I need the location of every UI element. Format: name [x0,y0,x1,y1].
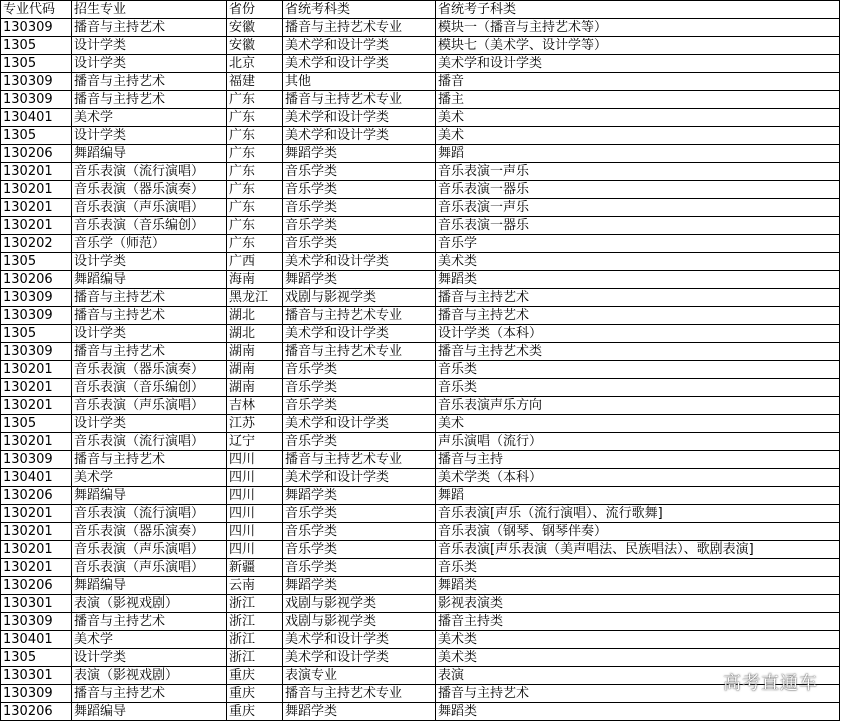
cell-exam-subcategory: 音乐学 [436,235,840,253]
table-row [1,271,840,289]
cell-major-code: 1305 [1,253,72,271]
table-row [1,325,840,343]
cell-major-code: 1305 [1,649,72,667]
cell-major-name: 舞蹈编导 [72,145,227,163]
cell-province: 重庆 [227,667,283,685]
cell-province: 湖南 [227,361,283,379]
cell-major-code: 130206 [1,487,72,505]
cell-exam-subcategory: 舞蹈 [436,487,840,505]
table-row [1,91,840,109]
cell-exam-category: 音乐学类 [283,541,436,559]
cell-province: 广东 [227,127,283,145]
table-row [1,487,840,505]
cell-major-code: 130401 [1,631,72,649]
cell-major-name: 设计学类 [72,55,227,73]
cell-exam-category: 舞蹈学类 [283,145,436,163]
cell-province: 湖南 [227,343,283,361]
cell-exam-subcategory: 美术学和设计学类 [436,55,840,73]
cell-exam-category: 音乐学类 [283,163,436,181]
cell-province: 广东 [227,217,283,235]
cell-exam-category: 舞蹈学类 [283,271,436,289]
cell-exam-subcategory: 音乐表演一声乐 [436,163,840,181]
cell-province: 广东 [227,145,283,163]
table-row [1,199,840,217]
cell-major-code: 130309 [1,685,72,703]
cell-province: 广东 [227,109,283,127]
table-row [1,181,840,199]
cell-major-name: 设计学类 [72,415,227,433]
cell-major-code: 130202 [1,235,72,253]
table-row [1,253,840,271]
cell-major-name: 舞蹈编导 [72,271,227,289]
cell-exam-category: 音乐学类 [283,505,436,523]
cell-exam-category: 音乐学类 [283,181,436,199]
cell-exam-category: 播音与主持艺术专业 [283,307,436,325]
cell-exam-category: 音乐学类 [283,361,436,379]
cell-major-code: 130401 [1,109,72,127]
cell-major-code: 130401 [1,469,72,487]
table-row [1,37,840,55]
cell-province: 广东 [227,181,283,199]
cell-exam-category: 音乐学类 [283,217,436,235]
cell-major-code: 130309 [1,73,72,91]
cell-major-code: 130201 [1,199,72,217]
cell-exam-subcategory: 播音与主持艺术 [436,289,840,307]
table-row [1,559,840,577]
cell-exam-category: 美术学和设计学类 [283,55,436,73]
table-row [1,631,840,649]
cell-major-name: 播音与主持艺术 [72,451,227,469]
cell-exam-subcategory: 播音 [436,73,840,91]
table-row [1,505,840,523]
cell-province: 浙江 [227,613,283,631]
cell-exam-subcategory: 音乐表演一器乐 [436,181,840,199]
table-row [1,649,840,667]
cell-exam-category: 音乐学类 [283,433,436,451]
cell-major-code: 130201 [1,433,72,451]
cell-province: 北京 [227,55,283,73]
cell-exam-category: 美术学和设计学类 [283,325,436,343]
cell-major-name: 播音与主持艺术 [72,91,227,109]
cell-major-name: 音乐表演（声乐演唱） [72,541,227,559]
table-row [1,613,840,631]
cell-exam-subcategory: 音乐表演一器乐 [436,217,840,235]
table-row [1,541,840,559]
cell-province: 浙江 [227,595,283,613]
cell-exam-category: 戏剧与影视学类 [283,613,436,631]
header-province: 省份 [227,1,283,19]
cell-exam-subcategory: 舞蹈 [436,145,840,163]
cell-exam-category: 美术学和设计学类 [283,415,436,433]
cell-major-name: 音乐表演（声乐演唱） [72,397,227,415]
cell-major-code: 130309 [1,343,72,361]
cell-major-code: 130309 [1,307,72,325]
cell-province: 广东 [227,199,283,217]
cell-province: 浙江 [227,631,283,649]
table-row [1,469,840,487]
table-row [1,55,840,73]
cell-province: 辽宁 [227,433,283,451]
table-row [1,523,840,541]
cell-major-name: 播音与主持艺术 [72,685,227,703]
cell-exam-subcategory: 播音与主持艺术 [436,685,840,703]
cell-major-code: 130201 [1,505,72,523]
cell-exam-category: 音乐学类 [283,523,436,541]
table-row [1,451,840,469]
cell-exam-subcategory: 表演 [436,667,840,685]
cell-exam-subcategory: 音乐类 [436,361,840,379]
table-row [1,415,840,433]
cell-exam-category: 表演专业 [283,667,436,685]
cell-major-name: 播音与主持艺术 [72,19,227,37]
cell-province: 广东 [227,235,283,253]
cell-exam-category: 播音与主持艺术专业 [283,685,436,703]
table-row [1,397,840,415]
table-row [1,343,840,361]
cell-exam-category: 舞蹈学类 [283,487,436,505]
cell-major-code: 130201 [1,523,72,541]
table-row [1,289,840,307]
cell-exam-subcategory: 美术类 [436,649,840,667]
cell-province: 新疆 [227,559,283,577]
cell-province: 海南 [227,271,283,289]
cell-exam-subcategory: 美术 [436,415,840,433]
cell-province: 湖北 [227,325,283,343]
header-major-code: 专业代码 [1,1,72,19]
table-row [1,703,840,721]
cell-province: 吉林 [227,397,283,415]
cell-exam-subcategory: 音乐表演（钢琴、钢琴伴奏） [436,523,840,541]
cell-exam-subcategory: 美术 [436,127,840,145]
cell-major-name: 播音与主持艺术 [72,289,227,307]
cell-major-name: 舞蹈编导 [72,703,227,721]
cell-exam-subcategory: 声乐演唱（流行） [436,433,840,451]
table-row [1,145,840,163]
cell-province: 四川 [227,451,283,469]
cell-province: 四川 [227,505,283,523]
cell-major-name: 音乐表演（流行演唱） [72,505,227,523]
cell-province: 四川 [227,487,283,505]
cell-major-code: 130206 [1,703,72,721]
cell-major-code: 1305 [1,55,72,73]
cell-province: 四川 [227,523,283,541]
cell-province: 重庆 [227,703,283,721]
cell-major-code: 1305 [1,415,72,433]
cell-province: 广东 [227,91,283,109]
cell-major-code: 130309 [1,613,72,631]
cell-exam-category: 音乐学类 [283,379,436,397]
cell-major-code: 1305 [1,37,72,55]
table-row [1,307,840,325]
cell-exam-subcategory: 美术 [436,109,840,127]
cell-province: 湖南 [227,379,283,397]
cell-major-code: 130309 [1,91,72,109]
cell-major-code: 130201 [1,397,72,415]
table-row [1,73,840,91]
cell-major-name: 音乐表演（流行演唱） [72,433,227,451]
cell-major-name: 音乐表演（器乐演奏） [72,361,227,379]
cell-major-code: 130309 [1,19,72,37]
cell-major-name: 音乐表演（流行演唱） [72,163,227,181]
cell-major-name: 音乐表演（音乐编创） [72,379,227,397]
cell-province: 广东 [227,163,283,181]
cell-exam-subcategory: 播音与主持艺术 [436,307,840,325]
cell-major-code: 1305 [1,325,72,343]
header-exam-subcategory: 省统考子科类 [436,1,840,19]
cell-province: 四川 [227,541,283,559]
cell-major-code: 130301 [1,667,72,685]
cell-exam-subcategory: 美术类 [436,253,840,271]
cell-major-code: 130301 [1,595,72,613]
cell-major-name: 音乐表演（音乐编创） [72,217,227,235]
cell-major-name: 音乐表演（声乐演唱） [72,199,227,217]
cell-province: 黑龙江 [227,289,283,307]
cell-exam-category: 美术学和设计学类 [283,253,436,271]
cell-exam-category: 美术学和设计学类 [283,37,436,55]
cell-exam-subcategory: 音乐表演[声乐表演（美声唱法、民族唱法）、歌剧表演] [436,541,840,559]
cell-major-name: 播音与主持艺术 [72,73,227,91]
cell-major-code: 130201 [1,361,72,379]
cell-major-name: 音乐表演（器乐演奏） [72,181,227,199]
cell-exam-category: 戏剧与影视学类 [283,289,436,307]
cell-province: 浙江 [227,649,283,667]
cell-exam-subcategory: 舞蹈类 [436,271,840,289]
cell-exam-category: 美术学和设计学类 [283,127,436,145]
cell-exam-category: 音乐学类 [283,559,436,577]
cell-exam-subcategory: 播主 [436,91,840,109]
table-row [1,163,840,181]
cell-exam-subcategory: 舞蹈类 [436,577,840,595]
cell-exam-subcategory: 播音与主持艺术类 [436,343,840,361]
cell-exam-category: 舞蹈学类 [283,703,436,721]
cell-exam-category: 播音与主持艺术专业 [283,91,436,109]
cell-major-code: 130201 [1,541,72,559]
cell-major-code: 130206 [1,271,72,289]
cell-province: 江苏 [227,415,283,433]
cell-major-name: 音乐表演（器乐演奏） [72,523,227,541]
cell-major-code: 130201 [1,217,72,235]
cell-major-name: 音乐表演（声乐演唱） [72,559,227,577]
table-row [1,577,840,595]
cell-exam-category: 其他 [283,73,436,91]
table-row [1,127,840,145]
cell-major-name: 美术学 [72,109,227,127]
cell-province: 重庆 [227,685,283,703]
cell-exam-subcategory: 播音主持类 [436,613,840,631]
cell-exam-category: 音乐学类 [283,199,436,217]
cell-major-name: 设计学类 [72,253,227,271]
cell-major-name: 设计学类 [72,37,227,55]
cell-major-name: 设计学类 [72,649,227,667]
cell-major-code: 1305 [1,127,72,145]
cell-exam-subcategory: 音乐类 [436,559,840,577]
cell-province: 四川 [227,469,283,487]
cell-exam-subcategory: 播音与主持 [436,451,840,469]
cell-major-name: 表演（影视戏剧） [72,595,227,613]
table-row [1,595,840,613]
cell-exam-subcategory: 音乐类 [436,379,840,397]
cell-major-name: 播音与主持艺术 [72,613,227,631]
cell-major-code: 130201 [1,379,72,397]
cell-province: 湖北 [227,307,283,325]
cell-exam-subcategory: 模块七（美术学、设计学等） [436,37,840,55]
cell-exam-category: 美术学和设计学类 [283,649,436,667]
cell-exam-category: 戏剧与影视学类 [283,595,436,613]
table-row [1,109,840,127]
cell-exam-subcategory: 音乐表演[声乐（流行演唱）、流行歌舞] [436,505,840,523]
cell-exam-category: 播音与主持艺术专业 [283,343,436,361]
table-row [1,19,840,37]
header-major-name: 招生专业 [72,1,227,19]
cell-exam-subcategory: 影视表演类 [436,595,840,613]
cell-major-name: 播音与主持艺术 [72,307,227,325]
cell-major-name: 舞蹈编导 [72,487,227,505]
table-row [1,433,840,451]
cell-exam-category: 播音与主持艺术专业 [283,451,436,469]
cell-exam-subcategory: 音乐表演声乐方向 [436,397,840,415]
cell-exam-category: 美术学和设计学类 [283,469,436,487]
cell-exam-category: 美术学和设计学类 [283,631,436,649]
cell-major-code: 130201 [1,163,72,181]
table-row [1,217,840,235]
cell-major-name: 音乐学（师范） [72,235,227,253]
cell-major-code: 130309 [1,289,72,307]
watermark: 高考直通车 [723,673,818,694]
cell-major-code: 130201 [1,559,72,577]
table-row [1,379,840,397]
header-row [1,1,840,19]
cell-exam-category: 舞蹈学类 [283,577,436,595]
cell-province: 云南 [227,577,283,595]
cell-major-name: 舞蹈编导 [72,577,227,595]
cell-exam-subcategory: 设计学类（本科） [436,325,840,343]
cell-major-name: 播音与主持艺术 [72,343,227,361]
cell-major-name: 表演（影视戏剧） [72,667,227,685]
cell-major-name: 美术学 [72,469,227,487]
header-exam-category: 省统考科类 [283,1,436,19]
cell-exam-subcategory: 美术类 [436,631,840,649]
cell-major-code: 130309 [1,451,72,469]
cell-major-code: 130206 [1,577,72,595]
cell-exam-category: 播音与主持艺术专业 [283,19,436,37]
cell-province: 安徽 [227,37,283,55]
table-row [1,361,840,379]
cell-province: 福建 [227,73,283,91]
cell-exam-subcategory: 美术学类（本科） [436,469,840,487]
cell-exam-category: 美术学和设计学类 [283,109,436,127]
table-row [1,685,840,703]
cell-exam-subcategory: 音乐表演一声乐 [436,199,840,217]
cell-province: 安徽 [227,19,283,37]
table-row [1,667,840,685]
table-body [1,1,840,721]
cell-exam-subcategory: 舞蹈类 [436,703,840,721]
cell-exam-category: 音乐学类 [283,235,436,253]
cell-major-code: 130201 [1,181,72,199]
cell-province: 广西 [227,253,283,271]
cell-major-name: 设计学类 [72,127,227,145]
cell-major-name: 设计学类 [72,325,227,343]
cell-exam-category: 音乐学类 [283,397,436,415]
cell-major-code: 130206 [1,145,72,163]
cell-exam-subcategory: 模块一（播音与主持艺术等） [436,19,840,37]
table-row [1,235,840,253]
cell-major-name: 美术学 [72,631,227,649]
